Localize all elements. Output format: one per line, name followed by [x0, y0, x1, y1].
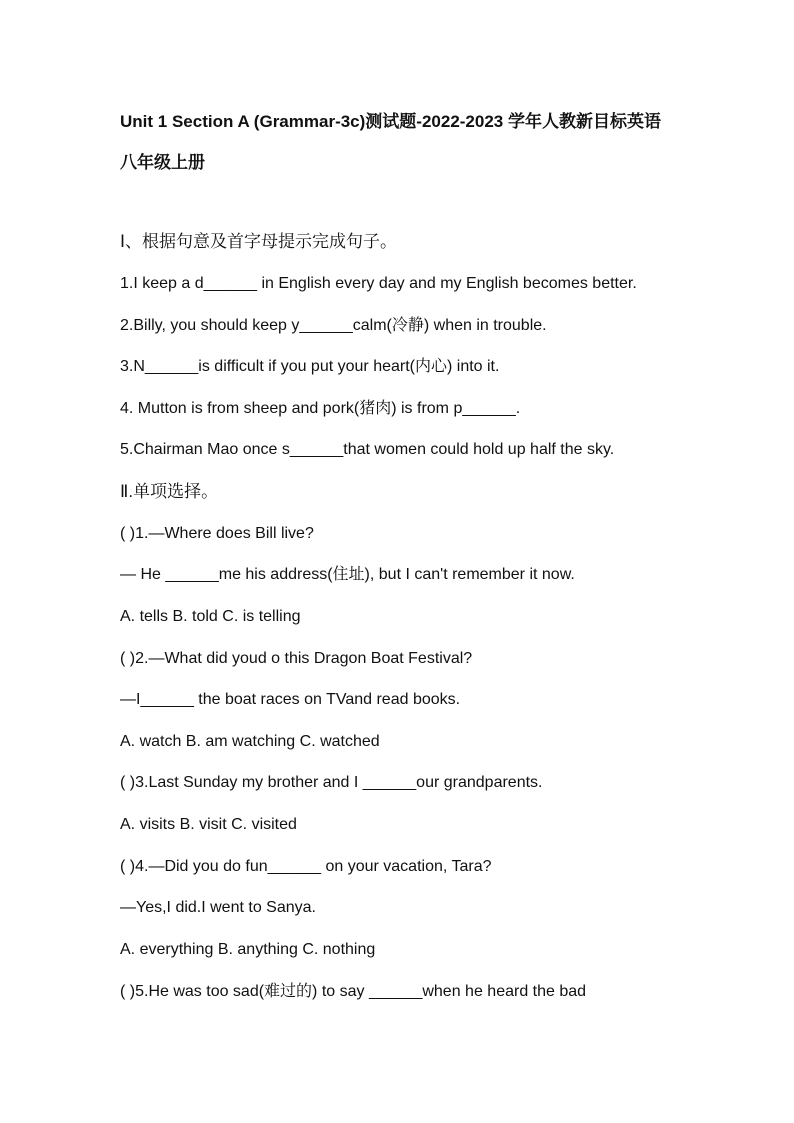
- question-4-options: A. everything B. anything C. nothing: [120, 941, 376, 958]
- section-1-item-5: 5.Chairman Mao once s______that women could hold up half the sky.: [120, 441, 615, 458]
- question-5-stem: ( )5.He was too sad(难过的) to say ______when he heard the bad: [120, 983, 587, 1000]
- section-1-item-1: 1.I keep a d______ in English every day and my English becomes better.: [120, 275, 637, 292]
- question-3-options: A. visits B. visit C. visited: [120, 816, 297, 833]
- question-1-options: A. tells B. told C. is telling: [120, 608, 301, 625]
- question-4-stem: ( )4.—Did you do fun______ on your vacation, Tara?: [120, 858, 492, 875]
- document-title-line-1: Unit 1 Section A (Grammar-3c)测试题-2022-2023 学年人教新目标英语: [120, 112, 661, 131]
- question-3-stem: ( )3.Last Sunday my brother and I ______our grandparents.: [120, 774, 543, 791]
- section-1-heading: Ⅰ、根据句意及首字母提示完成句子。: [120, 232, 398, 251]
- section-1-item-4: 4. Mutton is from sheep and pork(猪肉) is from p______.: [120, 400, 521, 417]
- question-1-dialogue: — He ______me his address(住址), but I can't remember it now.: [120, 566, 575, 583]
- section-1-item-3: 3.N______is difficult if you put your heart(内心) into it.: [120, 358, 500, 375]
- question-2-stem: ( )2.—What did youd o this Dragon Boat Festival?: [120, 650, 473, 667]
- section-1-item-2: 2.Billy, you should keep y______calm(冷静) when in trouble.: [120, 317, 547, 334]
- question-2-options: A. watch B. am watching C. watched: [120, 733, 380, 750]
- document-title-line-2: 八年级上册: [120, 153, 205, 172]
- section-2-heading: Ⅱ.单项选择。: [120, 482, 219, 501]
- question-4-dialogue: —Yes,I did.I went to Sanya.: [120, 899, 316, 916]
- question-1-stem: ( )1.—Where does Bill live?: [120, 525, 314, 542]
- question-2-dialogue: —I______ the boat races on TVand read books.: [120, 691, 461, 708]
